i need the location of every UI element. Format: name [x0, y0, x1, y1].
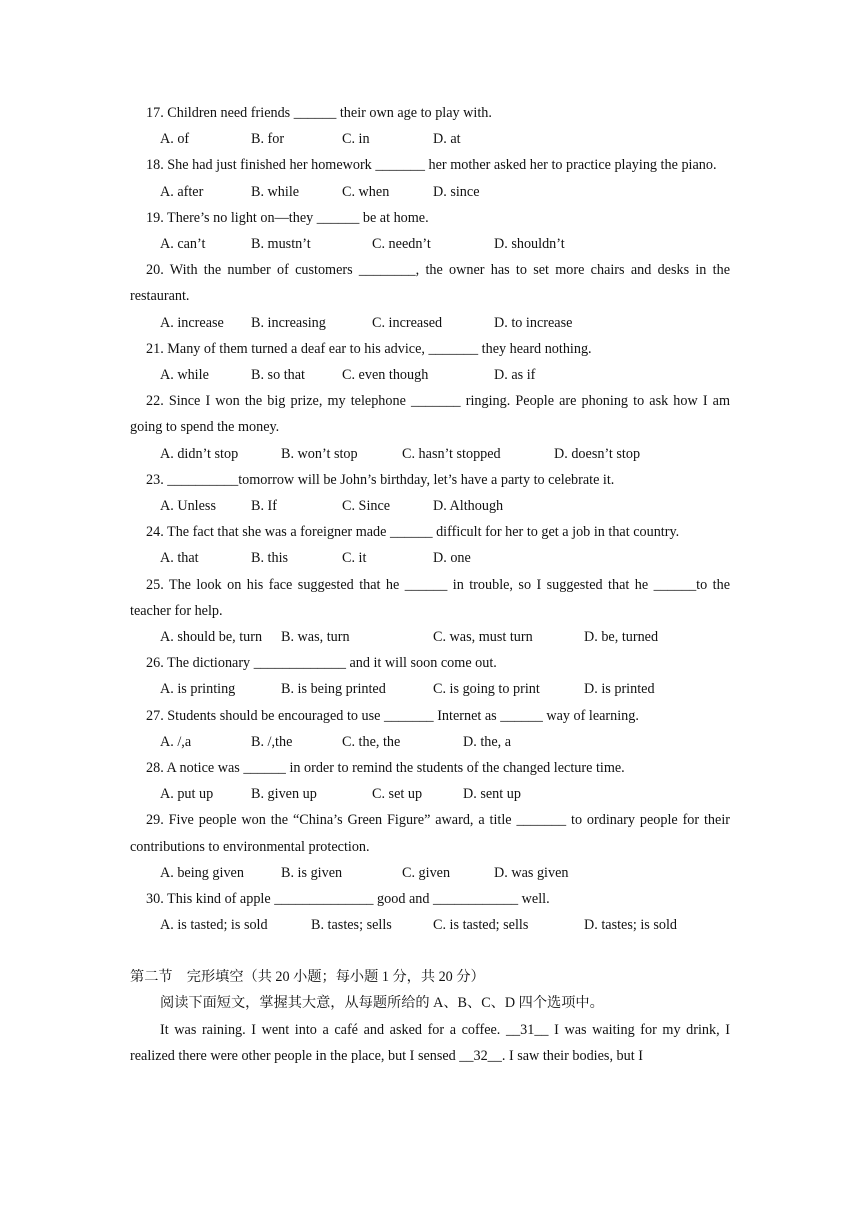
option-row [130, 676, 730, 702]
option-c: C. is going to print [433, 681, 540, 698]
option-d: D. since [433, 183, 480, 200]
question-stem: 29. Five people won the “China’s Green Figure” award, a title _______ to ordinary people for their contributions to environmental protection. [130, 812, 730, 855]
option-row [130, 860, 730, 886]
cloze-passage: It was raining. I went into a café and asked for a coffee. __31__ I was waiting for my drink, I realized there were other people in the place, but I sensed __32__. I saw their bodies, but I [130, 1021, 730, 1064]
option-a: A. didn’t stop [160, 445, 239, 462]
option-c: C. set up [372, 786, 423, 803]
option-b: B. so that [251, 366, 305, 383]
option-row [130, 362, 730, 388]
question-stem: 23. __________tomorrow will be John’s birthday, let’s have a party to celebrate it. [146, 471, 615, 488]
option-d: D. is printed [584, 681, 655, 698]
option-b: B. while [251, 183, 300, 200]
option-c: C. when [342, 183, 390, 200]
option-a: A. of [160, 131, 190, 148]
option-b: B. for [251, 131, 285, 148]
option-b: B. is being printed [281, 681, 386, 698]
option-c: C. increased [372, 314, 443, 331]
option-d: D. one [433, 550, 471, 567]
option-d: D. the, a [463, 733, 512, 750]
option-d: D. at [433, 131, 461, 148]
option-a: A. being given [160, 864, 244, 881]
question-stem: 18. She had just finished her homework _______ her mother asked her to practice playing the piano. [146, 157, 717, 174]
option-c: C. it [342, 550, 367, 567]
option-c: C. is tasted; sells [433, 917, 529, 934]
option-row [130, 231, 730, 257]
option-a: A. while [160, 366, 209, 383]
option-row [130, 729, 730, 755]
option-a: A. is tasted; is sold [160, 917, 268, 934]
option-a: A. increase [160, 314, 224, 331]
option-b: B. was, turn [281, 628, 350, 645]
option-c: C. in [342, 131, 370, 148]
question-list [130, 100, 730, 938]
option-b: B. is given [281, 864, 343, 881]
question-stem: 24. The fact that she was a foreigner made ______ difficult for her to get a job in that country. [146, 524, 680, 541]
section-title: 第二节 完形填空（共 20 小题；每小题 1 分，共 20 分） [130, 969, 485, 986]
option-b: B. If [251, 497, 278, 514]
option-d: D. to increase [494, 314, 573, 331]
exam-page [130, 100, 730, 1069]
option-a: A. is printing [160, 681, 236, 698]
option-d: D. be, turned [584, 628, 659, 645]
option-d: D. sent up [463, 786, 521, 803]
question-stem: 30. This kind of apple ______________ good and ____________ well. [146, 890, 550, 907]
option-b: B. won’t stop [281, 445, 358, 462]
option-c: C. given [402, 864, 451, 881]
question-stem: 25. The look on his face suggested that he ______ in trouble, so I suggested that he ______to the teacher for help. [130, 576, 730, 619]
option-b: B. given up [251, 786, 317, 803]
option-b: B. this [251, 550, 289, 567]
option-row [130, 624, 730, 650]
question-stem: 22. Since I won the big prize, my telephone _______ ringing. People are phoning to ask how I am going to spend the money. [130, 393, 730, 436]
question-stem: 20. With the number of customers ________, the owner has to set more chairs and desks in the restaurant. [130, 262, 730, 305]
option-a: A. after [160, 183, 204, 200]
option-row [130, 126, 730, 152]
option-row [130, 310, 730, 336]
option-d: D. as if [494, 366, 536, 383]
option-c: C. Since [342, 497, 391, 514]
option-c: C. needn’t [372, 235, 431, 252]
option-d: D. doesn’t stop [554, 445, 641, 462]
option-a: A. should be, turn [160, 628, 263, 645]
question-stem: 19. There’s no light on—they ______ be at home. [146, 209, 429, 226]
option-b: B. increasing [251, 314, 326, 331]
question-stem: 17. Children need friends ______ their own age to play with. [146, 105, 492, 121]
option-row [130, 441, 730, 467]
option-c: C. was, must turn [433, 628, 533, 645]
option-b: B. /,the [251, 733, 293, 750]
option-a: A. that [160, 550, 199, 567]
option-a: A. /,a [160, 733, 192, 750]
option-row [130, 179, 730, 205]
question-stem: 26. The dictionary _____________ and it will soon come out. [146, 655, 497, 672]
option-d: D. Although [433, 497, 504, 514]
option-c: C. the, the [342, 733, 401, 750]
option-a: A. Unless [160, 497, 216, 514]
option-b: B. tastes; sells [311, 917, 392, 934]
option-a: A. can’t [160, 235, 206, 252]
section-instruction: 阅读下面短文，掌握其大意，从每题所给的 A、B、C、D 四个选项中。 [160, 995, 604, 1012]
option-row [130, 781, 730, 807]
option-c: C. even though [342, 366, 429, 383]
option-c: C. hasn’t stopped [402, 445, 501, 462]
option-row [130, 493, 730, 519]
question-stem: 28. A notice was ______ in order to remind the students of the changed lecture time. [146, 759, 625, 776]
option-a: A. put up [160, 786, 214, 803]
option-row [130, 912, 730, 938]
question-stem: 27. Students should be encouraged to use _______ Internet as ______ way of learning. [146, 707, 639, 724]
option-row [130, 545, 730, 571]
option-b: B. mustn’t [251, 235, 311, 252]
option-d: D. shouldn’t [494, 235, 565, 252]
option-d: D. tastes; is sold [584, 917, 678, 934]
option-d: D. was given [494, 864, 569, 881]
question-stem: 21. Many of them turned a deaf ear to his advice, _______ they heard nothing. [146, 340, 592, 357]
